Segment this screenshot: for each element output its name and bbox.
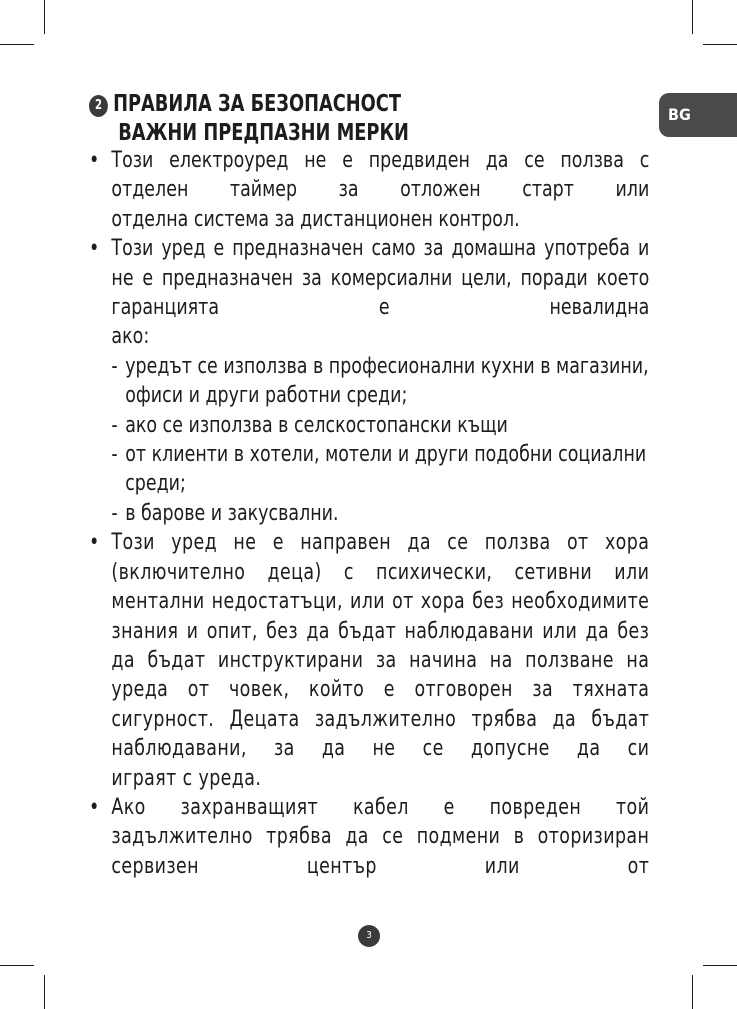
bullet-item <box>89 234 649 352</box>
section-heading <box>89 90 571 148</box>
heading-line-2: ВАЖНИ ПРЕДПАЗНИ МЕРКИ <box>118 120 409 146</box>
sub-item <box>89 411 649 440</box>
bullet-text-end: отделна система за дистанционен контрол. <box>111 205 520 232</box>
bullet-icon: • <box>89 793 100 820</box>
bullet-item <box>89 146 649 234</box>
crop-mark <box>692 0 693 34</box>
crop-mark <box>703 44 737 45</box>
crop-mark <box>44 975 45 1009</box>
section-number-badge: 2 <box>89 95 108 117</box>
bullet-text-end: играят с уреда. <box>111 764 262 791</box>
sub-item-text: ако се използва в селскостопански къщи <box>125 411 508 438</box>
bullet-icon: • <box>89 147 100 173</box>
sub-item <box>89 440 649 499</box>
bullet-text: Този уред не е направен да се ползва от хора (включително деца) с психически, сетивни или ментални недостатъци, или от хора без необходимите знания и опит, без да бъдат наблюдавани или да без да бъдат инструктирани за начина на ползване на уреда от човек, който е отговорен за тяхната сигурност. Децата задължително трябва да бъдат наблюдавани, за да не се допусне да си <box>111 529 650 762</box>
crop-mark <box>692 975 693 1009</box>
crop-mark <box>44 0 45 34</box>
bullet-text: Този уред е предназначен само за домашна употреба и не е предназначен за комерсиални цели, поради което гаранцията е невалидна <box>111 235 650 321</box>
heading-line-1: ПРАВИЛА ЗА БЕЗОПАСНОСТ <box>113 91 402 117</box>
dash-icon: - <box>111 352 118 379</box>
sub-item-text: в барове и закусвални. <box>125 499 339 526</box>
page-number-badge: 3 <box>358 925 380 947</box>
bullet-item <box>89 793 649 881</box>
bullet-icon: • <box>89 235 100 262</box>
sub-item-text: от клиенти в хотели, мотели и други подобни социални среди; <box>125 441 647 497</box>
sub-item <box>89 352 649 411</box>
bullet-item <box>89 528 649 793</box>
sub-item <box>89 499 649 528</box>
crop-mark <box>703 965 737 966</box>
bullet-text: Този електроуред не е предвиден да се ползва с отделен таймер за отложен старт или <box>111 147 650 203</box>
sub-item-text: уредът се използва в професионални кухни в магазини, офиси и други работни среди; <box>125 352 649 409</box>
bullet-text-end: ако: <box>111 323 150 350</box>
dash-icon: - <box>111 411 118 438</box>
crop-mark <box>0 965 34 966</box>
dash-icon: - <box>111 441 118 468</box>
crop-mark <box>0 44 34 45</box>
language-tab: BG <box>659 93 737 137</box>
safety-text <box>89 146 649 881</box>
bullet-icon: • <box>89 529 100 556</box>
bullet-text: Ако захранващият кабел е повреден той задължително трябва да се подмени в оторизиран сервизен център или от <box>111 793 650 879</box>
dash-icon: - <box>111 499 118 526</box>
